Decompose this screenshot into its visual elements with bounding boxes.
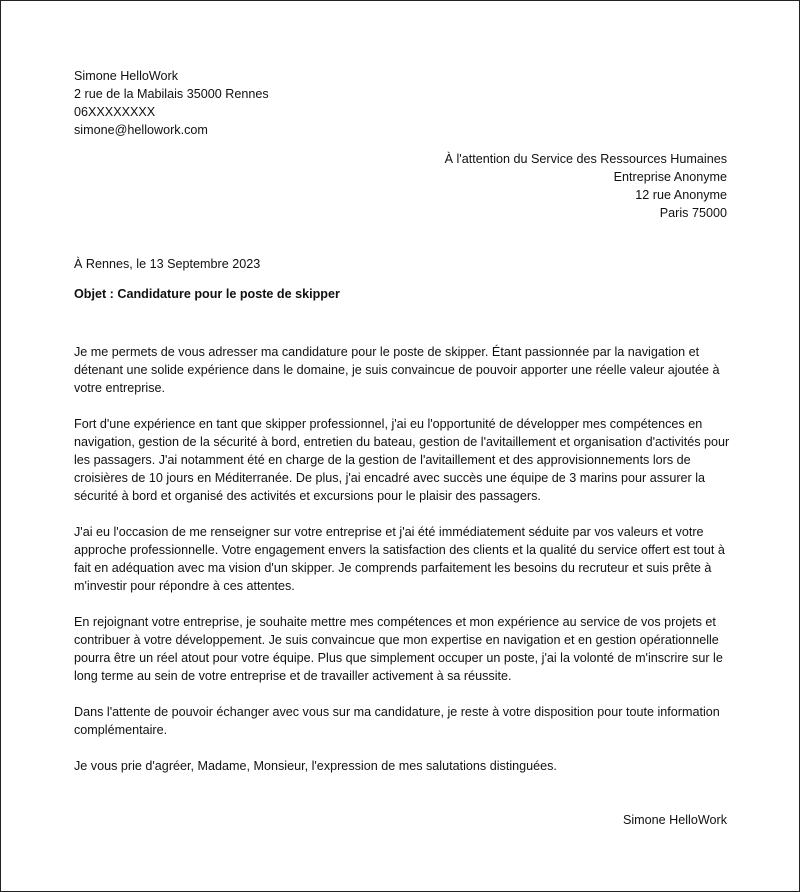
paragraph: Dans l'attente de pouvoir échanger avec vous sur ma candidature, je reste à votre disposition pour toute information complémentaire. (74, 705, 720, 737)
sender-email: simone@hellowork.com (74, 123, 208, 137)
paragraph: Je me permets de vous adresser ma candidature pour le poste de skipper. Étant passionnée par la navigation et détenant une solide expérience dans le domaine, je suis convaincue de pouvoir apporter une réelle valeur ajoutée à votre entreprise. (74, 345, 720, 395)
sender-name: Simone HelloWork (74, 69, 179, 83)
recipient-attention: À l'attention du Service des Ressources Humaines (444, 152, 727, 166)
recipient-street: 12 rue Anonyme (635, 188, 727, 202)
letter-body (74, 343, 730, 793)
sender-address: 2 rue de la Mabilais 35000 Rennes (74, 87, 269, 101)
subject-line: Objet : Candidature pour le poste de skipper (74, 287, 340, 301)
recipient-city: Paris 75000 (659, 206, 727, 220)
paragraph: J'ai eu l'occasion de me renseigner sur votre entreprise et j'ai été immédiatement séduite par vos valeurs et votre approche professionnelle. Votre engagement envers la satisfaction des clients et la qualité du service offert est tout à fait en adéquation avec ma vision d'un skipper. Je comprends parfaitement les besoins du recruteur et suis prête à m'investir pour répondre à ces attentes. (74, 525, 725, 593)
paragraph: En rejoignant votre entreprise, je souhaite mettre mes compétences et mon expérience au service de vos projets et contribuer à votre développement. Je suis convaincue que mon expertise en navigation et en gestion opérationnelle pourra être un réel atout pour votre équipe. Plus que simplement occuper un poste, j'ai la volonté de m'inscrire sur le long terme au sein de votre entreprise et de travailler activement à sa réussite. (74, 615, 723, 683)
closing-paragraph: Je vous prie d'agréer, Madame, Monsieur, l'expression de mes salutations distinguées. (74, 759, 557, 773)
place-date: À Rennes, le 13 Septembre 2023 (74, 257, 261, 271)
paragraph: Fort d'une expérience en tant que skipper professionnel, j'ai eu l'opportunité de développer mes compétences en navigation, gestion de la sécurité à bord, entretien du bateau, gestion de l'avitaillement et organisation d'activités pour les passagers. J'ai notamment été en charge de la gestion de l'avitaillement et des approvisionnements lors de croisières de 10 jours en Méditerranée. De plus, j'ai encadré avec succès une équipe de 3 marins pour assurer la sécurité à bord et organisé des activités et excursions pour le plaisir des passagers. (74, 417, 730, 503)
signature: Simone HelloWork (622, 813, 727, 827)
sender-block (74, 67, 269, 139)
recipient-block (445, 150, 727, 222)
sender-phone: 06XXXXXXXX (74, 105, 156, 119)
recipient-company: Entreprise Anonyme (613, 170, 727, 184)
